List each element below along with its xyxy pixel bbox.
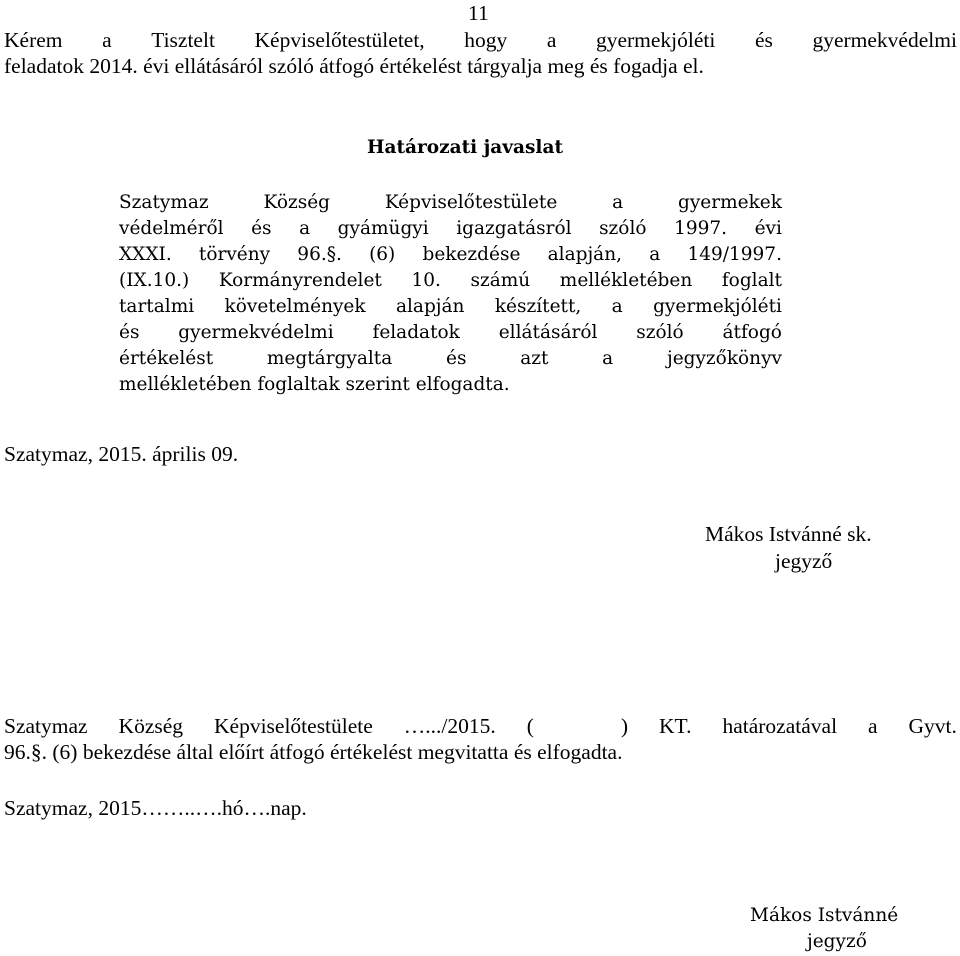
proposal-word: törvény — [198, 244, 271, 265]
proposal-body — [119, 190, 782, 398]
proposal-word: feladatok — [372, 322, 460, 343]
resolution-paragraph — [4, 713, 957, 765]
proposal-word: a — [612, 192, 624, 213]
resolution-word: Szatymaz — [4, 714, 88, 738]
proposal-line — [119, 242, 782, 268]
date-line: Szatymaz, 2015. április 09. — [4, 442, 239, 466]
proposal-word: jegyzőkönyv — [666, 348, 782, 369]
proposal-word: alapján, — [547, 244, 623, 265]
date-line-2: Szatymaz, 2015……..….hó….nap. — [4, 796, 307, 820]
proposal-word: számú — [470, 270, 531, 291]
proposal-word: készített, — [494, 296, 582, 317]
intro-word: Képviselőtestületet, — [254, 28, 425, 52]
resolution-word: ) — [620, 714, 629, 738]
proposal-word: gyermekvédelmi — [178, 322, 334, 343]
proposal-word: a — [611, 296, 623, 317]
proposal-word: ellátásáról — [498, 322, 598, 343]
proposal-word: mellékletében — [559, 270, 693, 291]
proposal-word: Község — [263, 192, 330, 213]
proposal-word: Képviselőtestülete — [384, 192, 558, 213]
proposal-word: és — [446, 348, 467, 369]
proposal-title: Határozati javaslat — [367, 137, 563, 158]
proposal-word: 96.§. — [297, 244, 342, 265]
signature-name-2: Mákos Istvánné — [750, 905, 899, 926]
proposal-word: igazgatásról — [456, 218, 572, 239]
resolution-word: ….../2015. — [403, 714, 496, 738]
signature-name: Mákos Istvánné sk. — [705, 522, 872, 546]
proposal-line — [119, 190, 782, 216]
proposal-word: bekezdése — [422, 244, 521, 265]
intro-word: Kérem — [4, 28, 63, 52]
proposal-word: XXXI. — [119, 244, 172, 265]
proposal-word: a — [299, 218, 311, 239]
resolution-word: a — [868, 714, 878, 738]
proposal-word: alapján — [395, 296, 465, 317]
proposal-word: gyermekjóléti — [653, 296, 782, 317]
proposal-word: értékelést — [119, 348, 214, 369]
signature-role-2: jegyző — [807, 931, 867, 952]
proposal-last-line: mellékletében foglaltak szerint elfogadta. — [119, 374, 510, 395]
intro-paragraph — [4, 27, 957, 79]
proposal-word: (6) — [369, 244, 396, 265]
resolution-word: határozatával — [722, 714, 838, 738]
proposal-word: a — [649, 244, 661, 265]
proposal-word: évi — [754, 218, 782, 239]
resolution-word: Gyvt. — [908, 714, 957, 738]
intro-line-2: feladatok 2014. évi ellátásáról szóló átfogó értékelést tárgyalja meg és fogadja el. — [4, 54, 704, 78]
proposal-word: és — [119, 322, 140, 343]
intro-word: a — [546, 28, 557, 52]
proposal-word: megtárgyalta — [266, 348, 393, 369]
resolution-line-1 — [4, 713, 957, 739]
proposal-word: gyermekek — [678, 192, 782, 213]
proposal-line — [119, 268, 782, 294]
intro-line-1 — [4, 27, 957, 53]
proposal-word: 149/1997. — [687, 244, 782, 265]
proposal-word: 1997. — [674, 218, 728, 239]
proposal-line — [119, 294, 782, 320]
intro-word: gyermekvédelmi — [812, 28, 957, 52]
proposal-word: (IX.10.) — [119, 270, 190, 291]
proposal-word: szóló — [599, 218, 647, 239]
signature-role: jegyző — [775, 549, 833, 573]
intro-word: gyermekjóléti — [595, 28, 716, 52]
proposal-line — [119, 216, 782, 242]
proposal-word: gyámügyi — [337, 218, 429, 239]
proposal-line — [119, 320, 782, 346]
page-number: 11 — [468, 1, 489, 25]
proposal-word: Kormányrendelet — [218, 270, 382, 291]
proposal-word: követelmények — [224, 296, 366, 317]
intro-word: a — [102, 28, 112, 52]
resolution-word: Község — [118, 714, 184, 738]
proposal-word: és — [251, 218, 272, 239]
proposal-word: átfogó — [722, 322, 782, 343]
proposal-word: a — [602, 348, 614, 369]
intro-word: és — [754, 28, 773, 52]
proposal-word: Szatymaz — [119, 192, 209, 213]
resolution-word: Képviselőtestülete — [214, 714, 373, 738]
proposal-word: 10. — [411, 270, 441, 291]
resolution-line-2: 96.§. (6) bekezdése által előírt átfogó értékelést megvitatta és elfogadta. — [4, 740, 623, 764]
proposal-word: foglalt — [721, 270, 782, 291]
proposal-word: azt — [520, 348, 549, 369]
proposal-word: védelméről — [119, 218, 224, 239]
intro-word: Tisztelt — [151, 28, 215, 52]
proposal-word: tartalmi — [119, 296, 195, 317]
resolution-word: KT. — [659, 714, 692, 738]
intro-word: hogy — [464, 28, 508, 52]
resolution-word: ( — [526, 714, 534, 738]
proposal-line — [119, 346, 782, 372]
proposal-word: szóló — [636, 322, 684, 343]
